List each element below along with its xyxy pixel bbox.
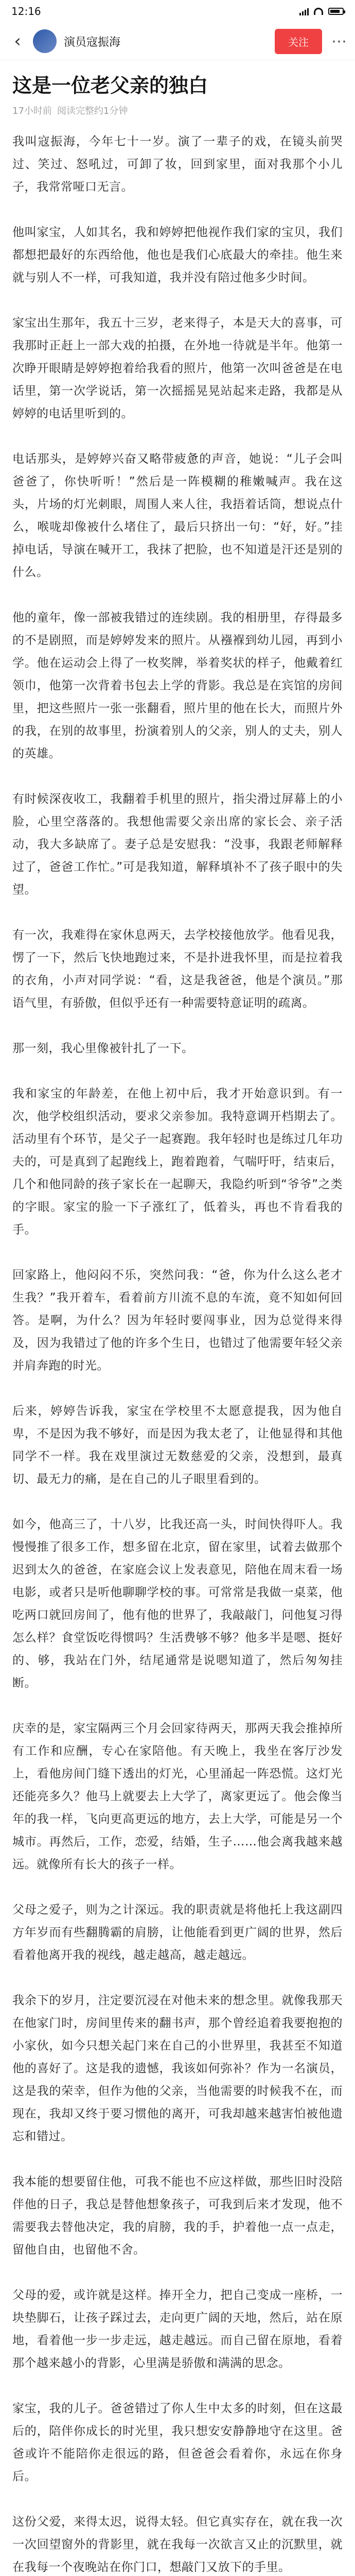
article-paragraph: 我本能的想要留住他，可我不能也不应这样做，那些旧时没陪伴他的日子，我总是替他想象孩子，可我到后来才发现，他不需要我去替他决定，我的肩膀，我的手，护着他一点一点走，留他自由，也留他不舍。: [12, 2175, 343, 2257]
article-paragraph: 电话那头，是婷婷兴奋又略带疲惫的声音，她说：“儿子会叫爸爸了，你快听听！”然后是一阵模糊的稚嫩喊声。我在这头，片场的灯光刺眼，周围人来人往，我捂着话筒，想说点什么，喉咙却像被什么堵住了，最后只挤出一句：“好，好。”挂掉电话，导演在喊开工，我抹了把脸，也不知道是汗还是别的什么。: [12, 452, 343, 579]
status-time: 12:16: [11, 5, 41, 18]
battery-icon: [328, 8, 344, 15]
status-bar: [0, 0, 355, 23]
article-paragraph: 回家路上，他闷闷不乐，突然问我：“爸，你为什么这么老才生我？”我开着车，看着前方川流不息的车流，竟不知如何回答。是啊，为什么？因为年轻时要闯事业，因为总觉得来得及，因为我错过了他的许多个生日，也错过了他需要年轻父亲并肩奔跑的时光。: [12, 1268, 343, 1372]
signal-icon: [299, 7, 309, 15]
wifi-icon: [314, 8, 323, 15]
article-body: [0, 72, 355, 2576]
article-paragraph: 父母之爱子，则为之计深远。我的职责就是将他托上我这副四方年岁而有些翻腾霸的肩膀，让他能看到更广阔的世界，然后看着他离开我的视线，越走越高，越走越远。: [12, 1903, 343, 1962]
article-header: [0, 23, 355, 60]
article-title: 这是一位老父亲的独白: [12, 74, 208, 97]
back-icon[interactable]: ‹: [14, 31, 21, 52]
article-paragraph: 我和家宝的年龄差，在他上初中后，我才开始意识到。有一次，他学校组织活动，要求父亲参加。我特意调开档期去了。活动里有个环节，是父子一起赛跑。我年轻时也是练过几年功夫的，可是真到了起跑线上，跑着跑着，气喘吁吁，结束后，几个和他同龄的孩子家长在一起聊天，我隐约听到“爷爷”之类的字眼。家宝的脸一下子涨红了，低着头，再也不肯看我的手。: [12, 1087, 343, 1236]
article-paragraph: 有一次，我难得在家休息两天，去学校接他放学。他看见我，愣了一下，然后飞快地跑过来，不是扑进我怀里，而是拉着我的衣角，小声对同学说：“看，这是我爸爸，他是个演员。”那语气里，有骄傲，但似乎还有一种需要特意证明的疏离。: [12, 928, 343, 1010]
article-paragraph: 我叫寇振海，今年七十一岁。演了一辈子的戏，在镜头前哭过、笑过、怒吼过，可卸了妆，回到家里，面对我那个小儿子，我常常哑口无言。: [12, 135, 343, 194]
author-name[interactable]: 演员寇振海: [64, 36, 121, 49]
article-meta: [12, 104, 343, 117]
article-paragraph: 家宝出生那年，我五十三岁，老来得子，本是天大的喜事，可我那时正赶上一部大戏的拍摄，在外地一待就是半年。他第一次睁开眼睛是婷婷抱着给我看的照片，他第一次叫爸爸是在电话里，第一次学说话，第一次摇摇晃晃站起来走路，我都是从婷婷的电话里听到的。: [12, 316, 343, 420]
follow-button[interactable]: 关注: [275, 29, 322, 54]
status-icons: [299, 7, 344, 15]
author-avatar[interactable]: [33, 29, 57, 53]
article-paragraph: 如今，他高三了，十八岁，比我还高一头，时间快得吓人。我慢慢推了很多工作，想多留在北京，留在家里，试着去做那个迟到太久的爸爸，在家庭会议上发表意见，陪他在周末看一场电影，或者只是听他聊聊学校的事。可常常是我做一桌菜，他吃两口就回房间了，他有他的世界了，我敲敲门，问他复习得怎么样？食堂饭吃得惯吗？生活费够不够？他多半是嗯、挺好的、够，我站在门外，结尾通常是说嗯知道了，然后匆匆挂断。: [12, 1518, 343, 1690]
article-paragraph: 这份父爱，来得太迟，说得太轻。但它真实存在，就在我一次一次回望窗外的背影里，就在我每一次欲言又止的沉默里，就在我每一个夜晚站在你门口，想敲门又放下的手里。: [12, 2515, 343, 2574]
article-paragraph: 我余下的岁月，注定要沉浸在对他未来的想念里。就像我那天在他家门时，房间里传来的翻书声，那个曾经追着我要抱抱的小家伙，如今只想关起门来在自己的小世界里，我甚至不知道他的喜好了。这是我的遗憾，我该如何弥补？作为一名演员，这是我的荣幸，但作为他的父亲，当他需要的时候我不在，而现在，我却又终于要习惯他的离开，可我却越来越害怕被他遗忘和错过。: [12, 1994, 343, 2143]
article-paragraph: 庆幸的是，家宝隔两三个月会回家待两天，那两天我会推掉所有工作和应酬，专心在家陪他。有天晚上，我坐在客厅沙发上，看他房间门缝下透出的灯光，心里涌起一阵恐慌。这灯光还能亮多久？他马上就要去上大学了，离家更远了。他会像当年的我一样，飞向更高更远的地方，去上大学，可能是另一个城市。再然后，工作，恋爱，结婚，生子……他会离我越来越远。就像所有长大的孩子一样。: [12, 1722, 343, 1871]
article-paragraph: 他的童年，像一部被我错过的连续剧。我的相册里，存得最多的不是剧照，而是婷婷发来的照片。从襁褓到幼儿园，再到小学。他在运动会上得了一枚奖牌，举着奖状的样子，他戴着红领巾，他第一次背着书包去上学的背影。我总是在宾馆的房间里，把这些照片一张一张翻看，照片里的他在长大，而照片外的我，在别的故事里，扮演着别人的父亲，别人的丈夫，别人的英雄。: [12, 611, 343, 760]
publish-time: 17小时前: [12, 106, 52, 116]
article-paragraph: 父母的爱，或许就是这样。捧开全力，把自己变成一座桥，一块垫脚石，让孩子踩过去，走向更广阔的天地，然后，站在原地，看着他一步一步走远，越走越远。而自己留在原地，看着那个越来越小的背影，心里满是骄傲和满满的思念。: [12, 2289, 343, 2370]
article-paragraph: 他叫家宝，人如其名，我和婷婷把他视作我们家的宝贝，我们都想把最好的东西给他，他也是我们心底最大的牵挂。他生来就与别人不一样，可我知道，我并没有陪过他多少时间。: [12, 226, 343, 284]
article-paragraph: 有时候深夜收工，我翻着手机里的照片，指尖滑过屏幕上的小脸，心里空落落的。我想他需要父亲出席的家长会、亲子活动，我大多缺席了。妻子总是安慰我：“没事，我跟老师解释过了，爸爸工作忙。”可是我知道，解释填补不了孩子眼中的失望。: [12, 792, 343, 896]
article-paragraph: 家宝，我的儿子。爸爸错过了你人生中太多的时刻，但在这最后的，陪伴你成长的时光里，我只想安安静静地守在这里。爸爸或许不能陪你走很远的路，但爸爸会看着你，永远在你身后。: [12, 2402, 343, 2483]
read-info: 阅读完整约1分钟: [57, 106, 128, 116]
more-icon[interactable]: ⋯: [331, 32, 347, 50]
paragraph-list: [12, 130, 343, 2576]
article-paragraph: 那一刻，我心里像被针扎了一下。: [12, 1042, 194, 1055]
article-paragraph: 后来，婷婷告诉我，家宝在学校里不太愿意提我，因为他自卑，不是因为我不够好，而是因为我太老了，让他显得和其他同学不一样。我在戏里演过无数慈爱的父亲，没想到，最真切、最无力的痛，是在自己的儿子眼里看到的。: [12, 1404, 343, 1486]
